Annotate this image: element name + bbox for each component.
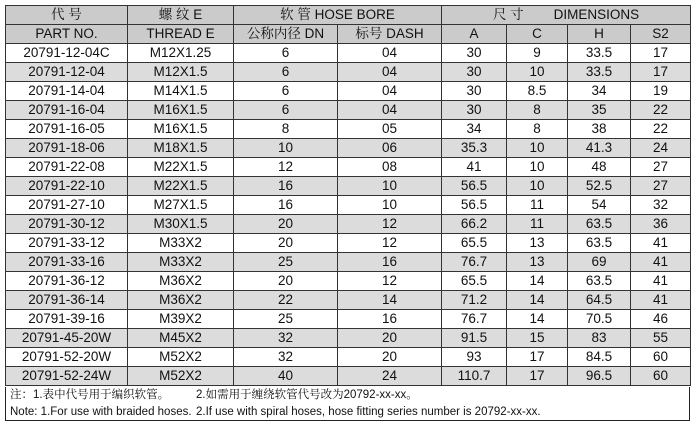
cell-dash: 16: [338, 253, 442, 272]
header-dash: 标号 DASH: [338, 25, 442, 44]
header-dimensions: 尺 寸 DIMENSIONS: [442, 6, 691, 25]
table-row: [6, 215, 691, 234]
cell-s2: 19: [631, 82, 691, 101]
cell-thread: M12X1.5: [128, 63, 234, 82]
cell-h: 63.5: [568, 234, 631, 253]
header-dn: 公称内径 DN: [234, 25, 338, 44]
table-row: [6, 291, 691, 310]
notes: [5, 387, 690, 421]
cell-c: 8.5: [507, 82, 568, 101]
header-part-no-en: PART NO.: [6, 25, 128, 44]
table-row: [6, 44, 691, 63]
cell-a: 71.2: [442, 291, 507, 310]
cell-dn: 16: [234, 196, 338, 215]
cell-dash: 04: [338, 63, 442, 82]
spec-table: [5, 5, 691, 386]
header-col-h: H: [568, 25, 631, 44]
cell-a: 93: [442, 348, 507, 367]
cell-h: 41.3: [568, 139, 631, 158]
cell-c: 17: [507, 348, 568, 367]
cell-a: 30: [442, 82, 507, 101]
cell-dn: 6: [234, 63, 338, 82]
cell-a: 41: [442, 158, 507, 177]
cell-dash: 04: [338, 82, 442, 101]
cell-dn: 20: [234, 234, 338, 253]
cell-dn: 6: [234, 101, 338, 120]
cell-dash: 12: [338, 215, 442, 234]
cell-thread: M33X2: [128, 234, 234, 253]
cell-thread: M52X2: [128, 348, 234, 367]
table-row: [6, 139, 691, 158]
cell-s2: 41: [631, 253, 691, 272]
cell-thread: M27X1.5: [128, 196, 234, 215]
table-row: [6, 82, 691, 101]
cell-dn: 12: [234, 158, 338, 177]
cell-thread: M14X1.5: [128, 82, 234, 101]
header-thread-cn: 螺 纹 E: [128, 6, 234, 25]
cell-part-no: 20791-30-12: [6, 215, 128, 234]
cell-dash: 08: [338, 158, 442, 177]
cell-h: 38: [568, 120, 631, 139]
cell-thread: M22X1.5: [128, 158, 234, 177]
cell-c: 14: [507, 272, 568, 291]
cell-thread: M30X1.5: [128, 215, 234, 234]
cell-part-no: 20791-36-14: [6, 291, 128, 310]
notes-cn: [6, 387, 689, 404]
cell-dn: 16: [234, 177, 338, 196]
cell-thread: M22X1.5: [128, 177, 234, 196]
cell-c: 11: [507, 215, 568, 234]
cell-a: 30: [442, 44, 507, 63]
cell-thread: M16X1.5: [128, 120, 234, 139]
cell-c: 10: [507, 63, 568, 82]
header-col-c: C: [507, 25, 568, 44]
cell-a: 91.5: [442, 329, 507, 348]
cell-a: 56.5: [442, 177, 507, 196]
cell-thread: M45X2: [128, 329, 234, 348]
cell-a: 35.3: [442, 139, 507, 158]
cell-h: 34: [568, 82, 631, 101]
cell-s2: 41: [631, 272, 691, 291]
cell-thread: M52X2: [128, 367, 234, 386]
cell-dn: 32: [234, 348, 338, 367]
cell-dn: 6: [234, 82, 338, 101]
table-row: [6, 329, 691, 348]
cell-c: 11: [507, 196, 568, 215]
cell-a: 34: [442, 120, 507, 139]
table-row: [6, 120, 691, 139]
header-part-no-cn: 代 号: [6, 6, 128, 25]
cell-c: 14: [507, 291, 568, 310]
cell-a: 76.7: [442, 253, 507, 272]
cell-part-no: 20791-52-24W: [6, 367, 128, 386]
cell-h: 96.5: [568, 367, 631, 386]
cell-s2: 46: [631, 310, 691, 329]
table-row: [6, 177, 691, 196]
cell-part-no: 20791-16-04: [6, 101, 128, 120]
cell-dash: 16: [338, 310, 442, 329]
cell-dash: 12: [338, 272, 442, 291]
cell-dash: 24: [338, 367, 442, 386]
cell-s2: 60: [631, 348, 691, 367]
cell-part-no: 20791-33-16: [6, 253, 128, 272]
table-row: [6, 310, 691, 329]
cell-part-no: 20791-22-08: [6, 158, 128, 177]
cell-part-no: 20791-39-16: [6, 310, 128, 329]
cell-c: 13: [507, 253, 568, 272]
table-row: [6, 348, 691, 367]
cell-dn: 25: [234, 310, 338, 329]
cell-s2: 55: [631, 329, 691, 348]
cell-part-no: 20791-33-12: [6, 234, 128, 253]
cell-dn: 6: [234, 44, 338, 63]
note-cn-1: 注：1.表中代号用于编织软管。: [10, 389, 170, 401]
cell-s2: 36: [631, 215, 691, 234]
cell-h: 69: [568, 253, 631, 272]
cell-thread: M36X2: [128, 272, 234, 291]
cell-dn: 20: [234, 215, 338, 234]
header-col-s2: S2: [631, 25, 691, 44]
cell-c: 10: [507, 177, 568, 196]
cell-c: 8: [507, 120, 568, 139]
cell-dash: 06: [338, 139, 442, 158]
cell-s2: 27: [631, 158, 691, 177]
cell-s2: 41: [631, 234, 691, 253]
cell-c: 13: [507, 234, 568, 253]
table-row: [6, 63, 691, 82]
cell-a: 65.5: [442, 234, 507, 253]
cell-dash: 20: [338, 329, 442, 348]
cell-thread: M18X1.5: [128, 139, 234, 158]
cell-h: 33.5: [568, 44, 631, 63]
cell-h: 35: [568, 101, 631, 120]
cell-dn: 20: [234, 272, 338, 291]
cell-part-no: 20791-14-04: [6, 82, 128, 101]
cell-s2: 17: [631, 44, 691, 63]
notes-en: [6, 404, 689, 421]
header-hose-bore: 软 管 HOSE BORE: [234, 6, 442, 25]
cell-s2: 22: [631, 120, 691, 139]
cell-a: 30: [442, 63, 507, 82]
table-row: [6, 253, 691, 272]
cell-h: 54: [568, 196, 631, 215]
cell-dash: 05: [338, 120, 442, 139]
cell-h: 84.5: [568, 348, 631, 367]
cell-h: 70.5: [568, 310, 631, 329]
cell-h: 83: [568, 329, 631, 348]
cell-s2: 41: [631, 291, 691, 310]
cell-c: 10: [507, 139, 568, 158]
cell-s2: 32: [631, 196, 691, 215]
cell-h: 52.5: [568, 177, 631, 196]
cell-dn: 40: [234, 367, 338, 386]
table-row: [6, 234, 691, 253]
cell-dash: 04: [338, 44, 442, 63]
table-row: [6, 272, 691, 291]
cell-part-no: 20791-36-12: [6, 272, 128, 291]
cell-part-no: 20791-12-04: [6, 63, 128, 82]
cell-c: 14: [507, 310, 568, 329]
cell-h: 63.5: [568, 215, 631, 234]
cell-a: 65.5: [442, 272, 507, 291]
table-row: [6, 158, 691, 177]
cell-c: 15: [507, 329, 568, 348]
cell-dn: 10: [234, 139, 338, 158]
cell-c: 17: [507, 367, 568, 386]
cell-dash: 10: [338, 196, 442, 215]
cell-h: 64.5: [568, 291, 631, 310]
cell-part-no: 20791-18-06: [6, 139, 128, 158]
cell-h: 33.5: [568, 63, 631, 82]
cell-c: 8: [507, 101, 568, 120]
cell-s2: 17: [631, 63, 691, 82]
note-cn-2: 2.如需用于缠绕软管代号改为20792-xx-xx。: [196, 389, 418, 401]
cell-dash: 04: [338, 101, 442, 120]
cell-part-no: 20791-52-20W: [6, 348, 128, 367]
cell-thread: M16X1.5: [128, 101, 234, 120]
cell-dash: 10: [338, 177, 442, 196]
cell-c: 9: [507, 44, 568, 63]
cell-thread: M39X2: [128, 310, 234, 329]
cell-dn: 8: [234, 120, 338, 139]
cell-a: 76.7: [442, 310, 507, 329]
table-row: [6, 196, 691, 215]
cell-s2: 60: [631, 367, 691, 386]
cell-part-no: 20791-27-10: [6, 196, 128, 215]
cell-dash: 20: [338, 348, 442, 367]
cell-a: 30: [442, 101, 507, 120]
cell-dn: 32: [234, 329, 338, 348]
cell-dn: 22: [234, 291, 338, 310]
cell-h: 48: [568, 158, 631, 177]
cell-a: 66.2: [442, 215, 507, 234]
cell-part-no: 20791-16-05: [6, 120, 128, 139]
header-col-a: A: [442, 25, 507, 44]
table-row: [6, 367, 691, 386]
cell-dn: 25: [234, 253, 338, 272]
cell-dash: 14: [338, 291, 442, 310]
cell-s2: 24: [631, 139, 691, 158]
cell-a: 110.7: [442, 367, 507, 386]
table-header: [6, 6, 691, 44]
cell-dash: 12: [338, 234, 442, 253]
note-en-1: Note: 1.For use with braided hoses.: [10, 406, 192, 418]
cell-s2: 22: [631, 101, 691, 120]
cell-thread: M33X2: [128, 253, 234, 272]
cell-part-no: 20791-22-10: [6, 177, 128, 196]
cell-part-no: 20791-12-04C: [6, 44, 128, 63]
cell-s2: 27: [631, 177, 691, 196]
cell-part-no: 20791-45-20W: [6, 329, 128, 348]
cell-a: 56.5: [442, 196, 507, 215]
header-thread-en: THREAD E: [128, 25, 234, 44]
cell-c: 10: [507, 158, 568, 177]
table-body: [6, 44, 691, 386]
note-en-2: 2.If use with spiral hoses, hose fitting series number is 20792-xx-xx.: [196, 406, 541, 418]
cell-thread: M36X2: [128, 291, 234, 310]
cell-h: 63.5: [568, 272, 631, 291]
table-row: [6, 101, 691, 120]
cell-thread: M12X1.25: [128, 44, 234, 63]
